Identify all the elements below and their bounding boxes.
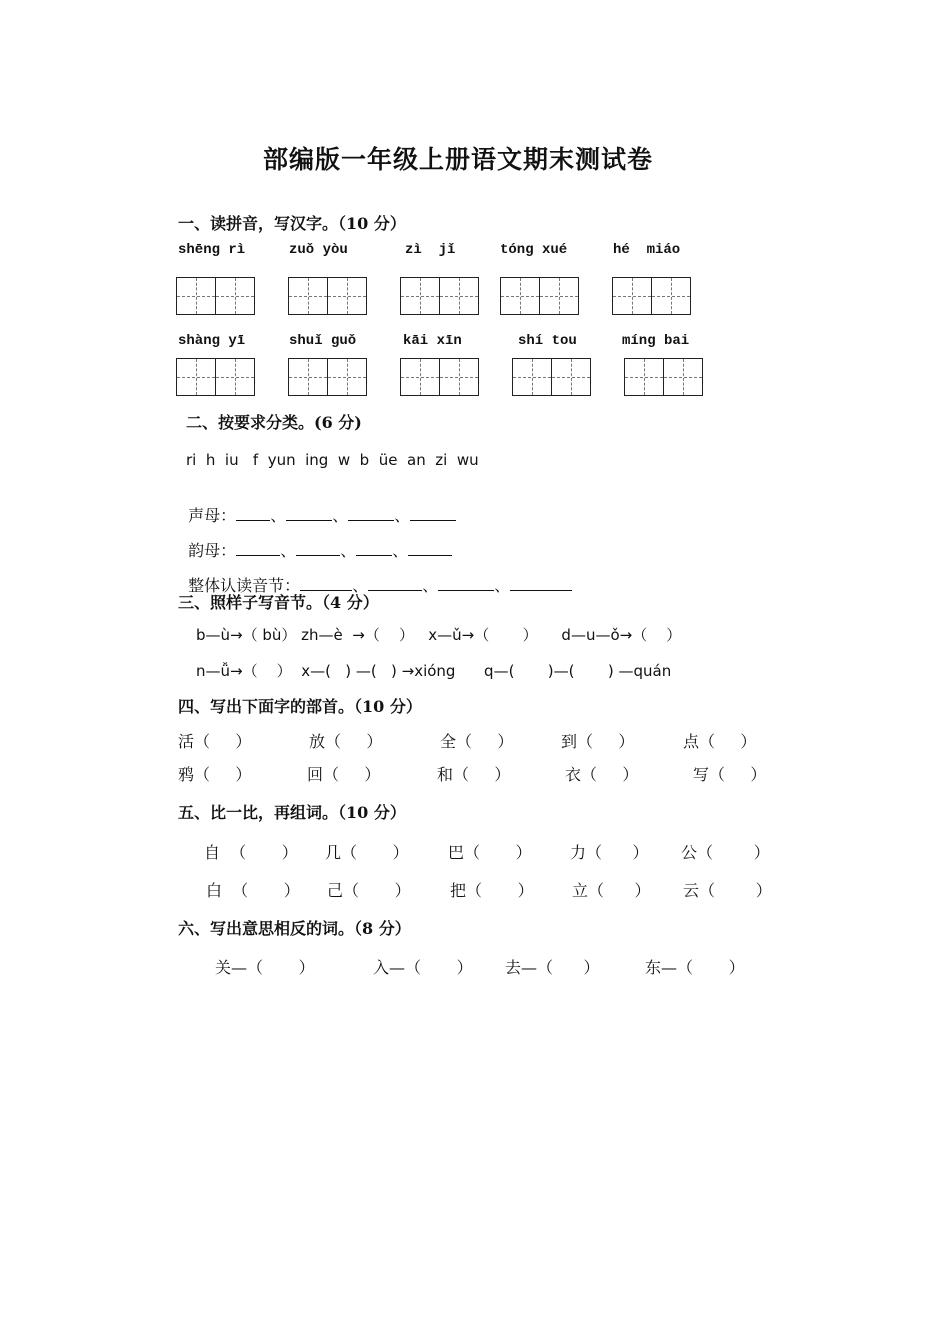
answer-blank[interactable] <box>510 576 572 591</box>
q1-heading: 一、读拼音，写汉字。（10 分） <box>178 214 406 233</box>
writing-grid[interactable] <box>288 277 367 315</box>
radical-item: 写（ ） <box>693 765 767 784</box>
yunmu-label: 韵母： <box>188 541 237 560</box>
writing-grid[interactable] <box>400 358 479 396</box>
writing-grid[interactable] <box>612 277 691 315</box>
radical-item: 回（ ） <box>307 765 381 784</box>
compare-item: 几（ ） <box>325 843 409 862</box>
compare-item: 把（ ） <box>450 881 534 900</box>
pinyin-label: zì jǐ <box>405 242 456 258</box>
pinyin-label: tóng xué <box>500 242 568 258</box>
pinyin-label: míng bai <box>622 333 690 349</box>
separator: 、 <box>392 541 409 560</box>
separator: 、 <box>352 576 369 595</box>
writing-grid[interactable] <box>176 358 255 396</box>
separator: 、 <box>422 576 439 595</box>
answer-blank[interactable] <box>300 576 352 591</box>
radical-item: 全（ ） <box>440 732 514 751</box>
pinyin-label: shēng rì <box>178 242 246 258</box>
radical-item: 放（ ） <box>309 732 383 751</box>
pinyin-label: shàng yī <box>178 333 246 349</box>
shengmu-label: 声母： <box>188 506 237 525</box>
separator: 、 <box>332 506 349 525</box>
answer-blank[interactable] <box>438 576 494 591</box>
antonym-item: 关—（ ） <box>215 958 315 977</box>
writing-grid[interactable] <box>288 358 367 396</box>
separator: 、 <box>394 506 411 525</box>
pinyin-label: hé miáo <box>613 242 681 258</box>
separator: 、 <box>270 506 287 525</box>
q3-heading: 三、照样子写音节。（4 分） <box>178 593 379 612</box>
radical-item: 鸦（ ） <box>178 765 252 784</box>
page-title: 部编版一年级上册语文期末测试卷 <box>263 145 654 174</box>
compare-item: 云（ ） <box>683 881 772 900</box>
syllable-line-2: n—ǚ→（ ） x—( ) —( ) →xióng q—( )—( ) —quán <box>196 662 672 680</box>
compare-item: 己（ ） <box>327 881 411 900</box>
antonym-item: 去—（ ） <box>505 958 600 977</box>
separator: 、 <box>494 576 511 595</box>
radical-item: 到（ ） <box>561 732 635 751</box>
writing-grid[interactable] <box>500 277 579 315</box>
antonym-item: 东—（ ） <box>645 958 745 977</box>
q4-heading: 四、写出下面字的部首。（10 分） <box>178 697 422 716</box>
q5-heading: 五、比一比，再组词。（10 分） <box>178 803 406 822</box>
antonym-item: 入—（ ） <box>373 958 473 977</box>
radical-item: 衣（ ） <box>565 765 639 784</box>
q6-heading: 六、写出意思相反的词。（8 分） <box>178 919 411 938</box>
q2-heading: 二、按要求分类。(6 分) <box>186 413 362 432</box>
compare-item: 力（ ） <box>570 843 649 862</box>
compare-item: 自 （ ） <box>204 843 298 862</box>
pinyin-label: kāi xīn <box>403 333 462 349</box>
pinyin-label: zuǒ yòu <box>289 242 348 258</box>
separator: 、 <box>280 541 297 560</box>
letter-list: ri h iu f yun ing w b üe an zi wu <box>186 451 479 469</box>
compare-item: 公（ ） <box>681 843 770 862</box>
syllable-line-1: b—ù→（ bù） zh—è →（ ） x—ǔ→（ ） d—u—ǒ→（ ） <box>196 626 682 644</box>
separator: 、 <box>340 541 357 560</box>
zhengti-label: 整体认读音节： <box>188 576 301 595</box>
writing-grid[interactable] <box>624 358 703 396</box>
writing-grid[interactable] <box>176 277 255 315</box>
radical-item: 活（ ） <box>178 732 252 751</box>
compare-item: 白 （ ） <box>206 881 300 900</box>
compare-item: 巴（ ） <box>448 843 532 862</box>
compare-item: 立（ ） <box>572 881 651 900</box>
radical-item: 和（ ） <box>437 765 511 784</box>
writing-grid[interactable] <box>512 358 591 396</box>
pinyin-label: shí tou <box>518 333 577 349</box>
pinyin-label: shuǐ guǒ <box>289 333 357 349</box>
answer-blank[interactable] <box>368 576 422 591</box>
writing-grid[interactable] <box>400 277 479 315</box>
radical-item: 点（ ） <box>683 732 757 751</box>
